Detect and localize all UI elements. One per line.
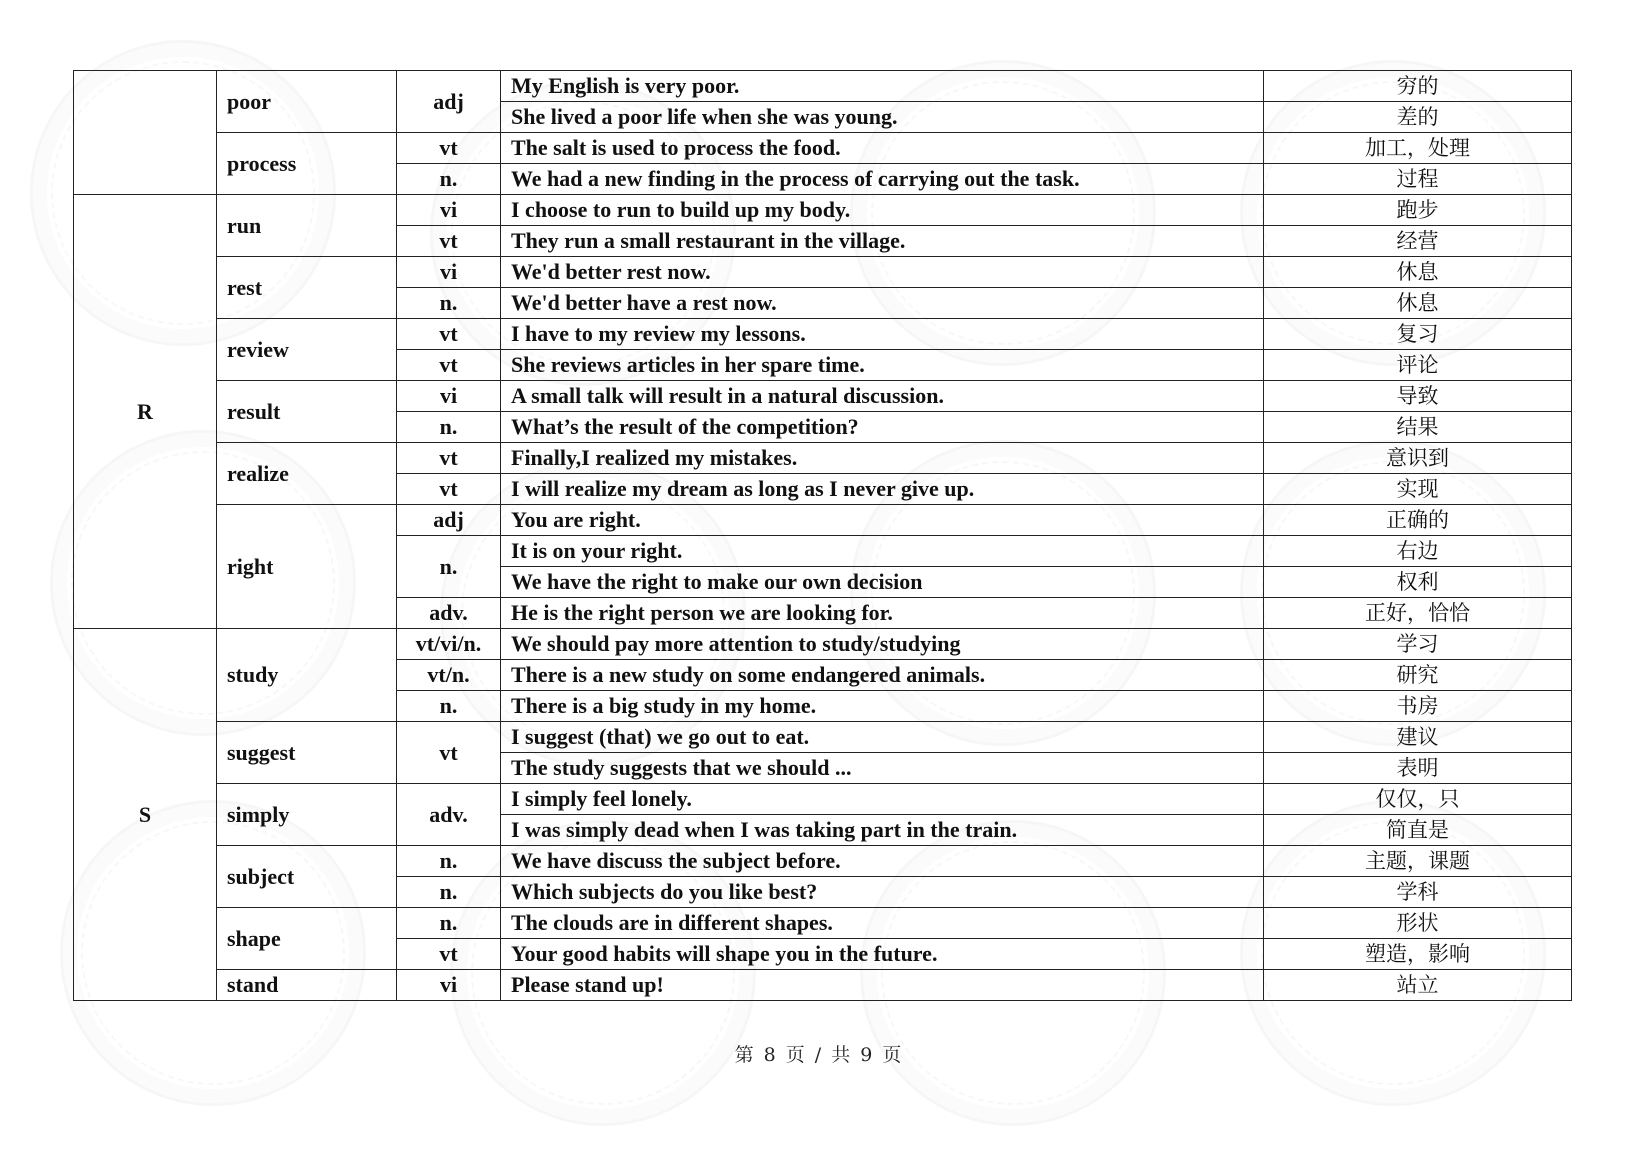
chinese-meaning-cell: 学习 xyxy=(1264,629,1572,660)
word-cell: stand xyxy=(217,970,397,1001)
chinese-meaning-cell: 休息 xyxy=(1264,257,1572,288)
part-of-speech-cell: n. xyxy=(397,877,501,908)
example-sentence-cell: Finally,I realized my mistakes. xyxy=(501,443,1264,474)
table-row xyxy=(74,133,1572,164)
table-row xyxy=(74,908,1572,939)
word-cell: subject xyxy=(217,846,397,908)
example-sentence-cell: I have to my review my lessons. xyxy=(501,319,1264,350)
part-of-speech-cell: vi xyxy=(397,381,501,412)
word-cell: shape xyxy=(217,908,397,970)
chinese-meaning-cell: 经营 xyxy=(1264,226,1572,257)
word-cell: realize xyxy=(217,443,397,505)
example-sentence-cell: He is the right person we are looking for. xyxy=(501,598,1264,629)
example-sentence-cell: You are right. xyxy=(501,505,1264,536)
part-of-speech-cell: vi xyxy=(397,257,501,288)
letter-cell xyxy=(74,71,217,195)
table-row xyxy=(74,722,1572,753)
word-cell: right xyxy=(217,505,397,629)
part-of-speech-cell: adv. xyxy=(397,598,501,629)
example-sentence-cell: Your good habits will shape you in the future. xyxy=(501,939,1264,970)
chinese-meaning-cell: 简直是 xyxy=(1264,815,1572,846)
chinese-meaning-cell: 权利 xyxy=(1264,567,1572,598)
example-sentence-cell: They run a small restaurant in the village. xyxy=(501,226,1264,257)
chinese-meaning-cell: 形状 xyxy=(1264,908,1572,939)
word-cell: rest xyxy=(217,257,397,319)
part-of-speech-cell: vt xyxy=(397,722,501,784)
chinese-meaning-cell: 评论 xyxy=(1264,350,1572,381)
example-sentence-cell: We'd better rest now. xyxy=(501,257,1264,288)
example-sentence-cell: I will realize my dream as long as I never give up. xyxy=(501,474,1264,505)
chinese-meaning-cell: 站立 xyxy=(1264,970,1572,1001)
example-sentence-cell: There is a new study on some endangered animals. xyxy=(501,660,1264,691)
table-row xyxy=(74,71,1572,102)
chinese-meaning-cell: 意识到 xyxy=(1264,443,1572,474)
chinese-meaning-cell: 实现 xyxy=(1264,474,1572,505)
part-of-speech-cell: n. xyxy=(397,691,501,722)
part-of-speech-cell: n. xyxy=(397,908,501,939)
table-row xyxy=(74,195,1572,226)
part-of-speech-cell: n. xyxy=(397,412,501,443)
table-row xyxy=(74,443,1572,474)
part-of-speech-cell: vt xyxy=(397,319,501,350)
chinese-meaning-cell: 复习 xyxy=(1264,319,1572,350)
part-of-speech-cell: vt xyxy=(397,133,501,164)
page-number-footer: 第 8 页 / 共 9 页 xyxy=(734,1044,902,1066)
table-row xyxy=(74,505,1572,536)
word-cell: process xyxy=(217,133,397,195)
letter-cell: S xyxy=(74,629,217,1001)
part-of-speech-cell: vt xyxy=(397,443,501,474)
example-sentence-cell: I suggest (that) we go out to eat. xyxy=(501,722,1264,753)
example-sentence-cell: I simply feel lonely. xyxy=(501,784,1264,815)
chinese-meaning-cell: 过程 xyxy=(1264,164,1572,195)
chinese-meaning-cell: 休息 xyxy=(1264,288,1572,319)
chinese-meaning-cell: 学科 xyxy=(1264,877,1572,908)
part-of-speech-cell: n. xyxy=(397,536,501,598)
letter-cell: R xyxy=(74,195,217,629)
table-row xyxy=(74,970,1572,1001)
part-of-speech-cell: adj xyxy=(397,71,501,133)
part-of-speech-cell: adv. xyxy=(397,784,501,846)
chinese-meaning-cell: 右边 xyxy=(1264,536,1572,567)
example-sentence-cell: Please stand up! xyxy=(501,970,1264,1001)
example-sentence-cell: She lived a poor life when she was young. xyxy=(501,102,1264,133)
example-sentence-cell: A small talk will result in a natural discussion. xyxy=(501,381,1264,412)
chinese-meaning-cell: 跑步 xyxy=(1264,195,1572,226)
example-sentence-cell: Which subjects do you like best? xyxy=(501,877,1264,908)
chinese-meaning-cell: 结果 xyxy=(1264,412,1572,443)
table-row xyxy=(74,629,1572,660)
part-of-speech-cell: vt xyxy=(397,474,501,505)
table-row xyxy=(74,257,1572,288)
part-of-speech-cell: n. xyxy=(397,846,501,877)
table-row xyxy=(74,846,1572,877)
chinese-meaning-cell: 导致 xyxy=(1264,381,1572,412)
part-of-speech-cell: vt xyxy=(397,350,501,381)
example-sentence-cell: I choose to run to build up my body. xyxy=(501,195,1264,226)
chinese-meaning-cell: 建议 xyxy=(1264,722,1572,753)
chinese-meaning-cell: 加工，处理 xyxy=(1264,133,1572,164)
word-cell: suggest xyxy=(217,722,397,784)
example-sentence-cell: What’s the result of the competition? xyxy=(501,412,1264,443)
part-of-speech-cell: vt/n. xyxy=(397,660,501,691)
example-sentence-cell: We'd better have a rest now. xyxy=(501,288,1264,319)
vocabulary-table xyxy=(73,70,1572,1001)
example-sentence-cell: It is on your right. xyxy=(501,536,1264,567)
example-sentence-cell: The salt is used to process the food. xyxy=(501,133,1264,164)
table-row xyxy=(74,784,1572,815)
chinese-meaning-cell: 书房 xyxy=(1264,691,1572,722)
part-of-speech-cell: n. xyxy=(397,288,501,319)
part-of-speech-cell: vi xyxy=(397,970,501,1001)
part-of-speech-cell: adj xyxy=(397,505,501,536)
example-sentence-cell: My English is very poor. xyxy=(501,71,1264,102)
example-sentence-cell: There is a big study in my home. xyxy=(501,691,1264,722)
table-row xyxy=(74,381,1572,412)
example-sentence-cell: I was simply dead when I was taking part in the train. xyxy=(501,815,1264,846)
word-cell: study xyxy=(217,629,397,722)
word-cell: run xyxy=(217,195,397,257)
example-sentence-cell: The clouds are in different shapes. xyxy=(501,908,1264,939)
chinese-meaning-cell: 表明 xyxy=(1264,753,1572,784)
word-cell: poor xyxy=(217,71,397,133)
part-of-speech-cell: vt/vi/n. xyxy=(397,629,501,660)
chinese-meaning-cell: 差的 xyxy=(1264,102,1572,133)
chinese-meaning-cell: 正确的 xyxy=(1264,505,1572,536)
word-cell: simply xyxy=(217,784,397,846)
example-sentence-cell: We should pay more attention to study/studying xyxy=(501,629,1264,660)
chinese-meaning-cell: 主题，课题 xyxy=(1264,846,1572,877)
part-of-speech-cell: vt xyxy=(397,939,501,970)
part-of-speech-cell: n. xyxy=(397,164,501,195)
table-row xyxy=(74,319,1572,350)
part-of-speech-cell: vi xyxy=(397,195,501,226)
example-sentence-cell: She reviews articles in her spare time. xyxy=(501,350,1264,381)
example-sentence-cell: The study suggests that we should ... xyxy=(501,753,1264,784)
chinese-meaning-cell: 研究 xyxy=(1264,660,1572,691)
chinese-meaning-cell: 正好，恰恰 xyxy=(1264,598,1572,629)
chinese-meaning-cell: 塑造，影响 xyxy=(1264,939,1572,970)
word-cell: review xyxy=(217,319,397,381)
part-of-speech-cell: vt xyxy=(397,226,501,257)
example-sentence-cell: We had a new finding in the process of carrying out the task. xyxy=(501,164,1264,195)
chinese-meaning-cell: 仅仅，只 xyxy=(1264,784,1572,815)
chinese-meaning-cell: 穷的 xyxy=(1264,71,1572,102)
example-sentence-cell: We have the right to make our own decision xyxy=(501,567,1264,598)
example-sentence-cell: We have discuss the subject before. xyxy=(501,846,1264,877)
word-cell: result xyxy=(217,381,397,443)
